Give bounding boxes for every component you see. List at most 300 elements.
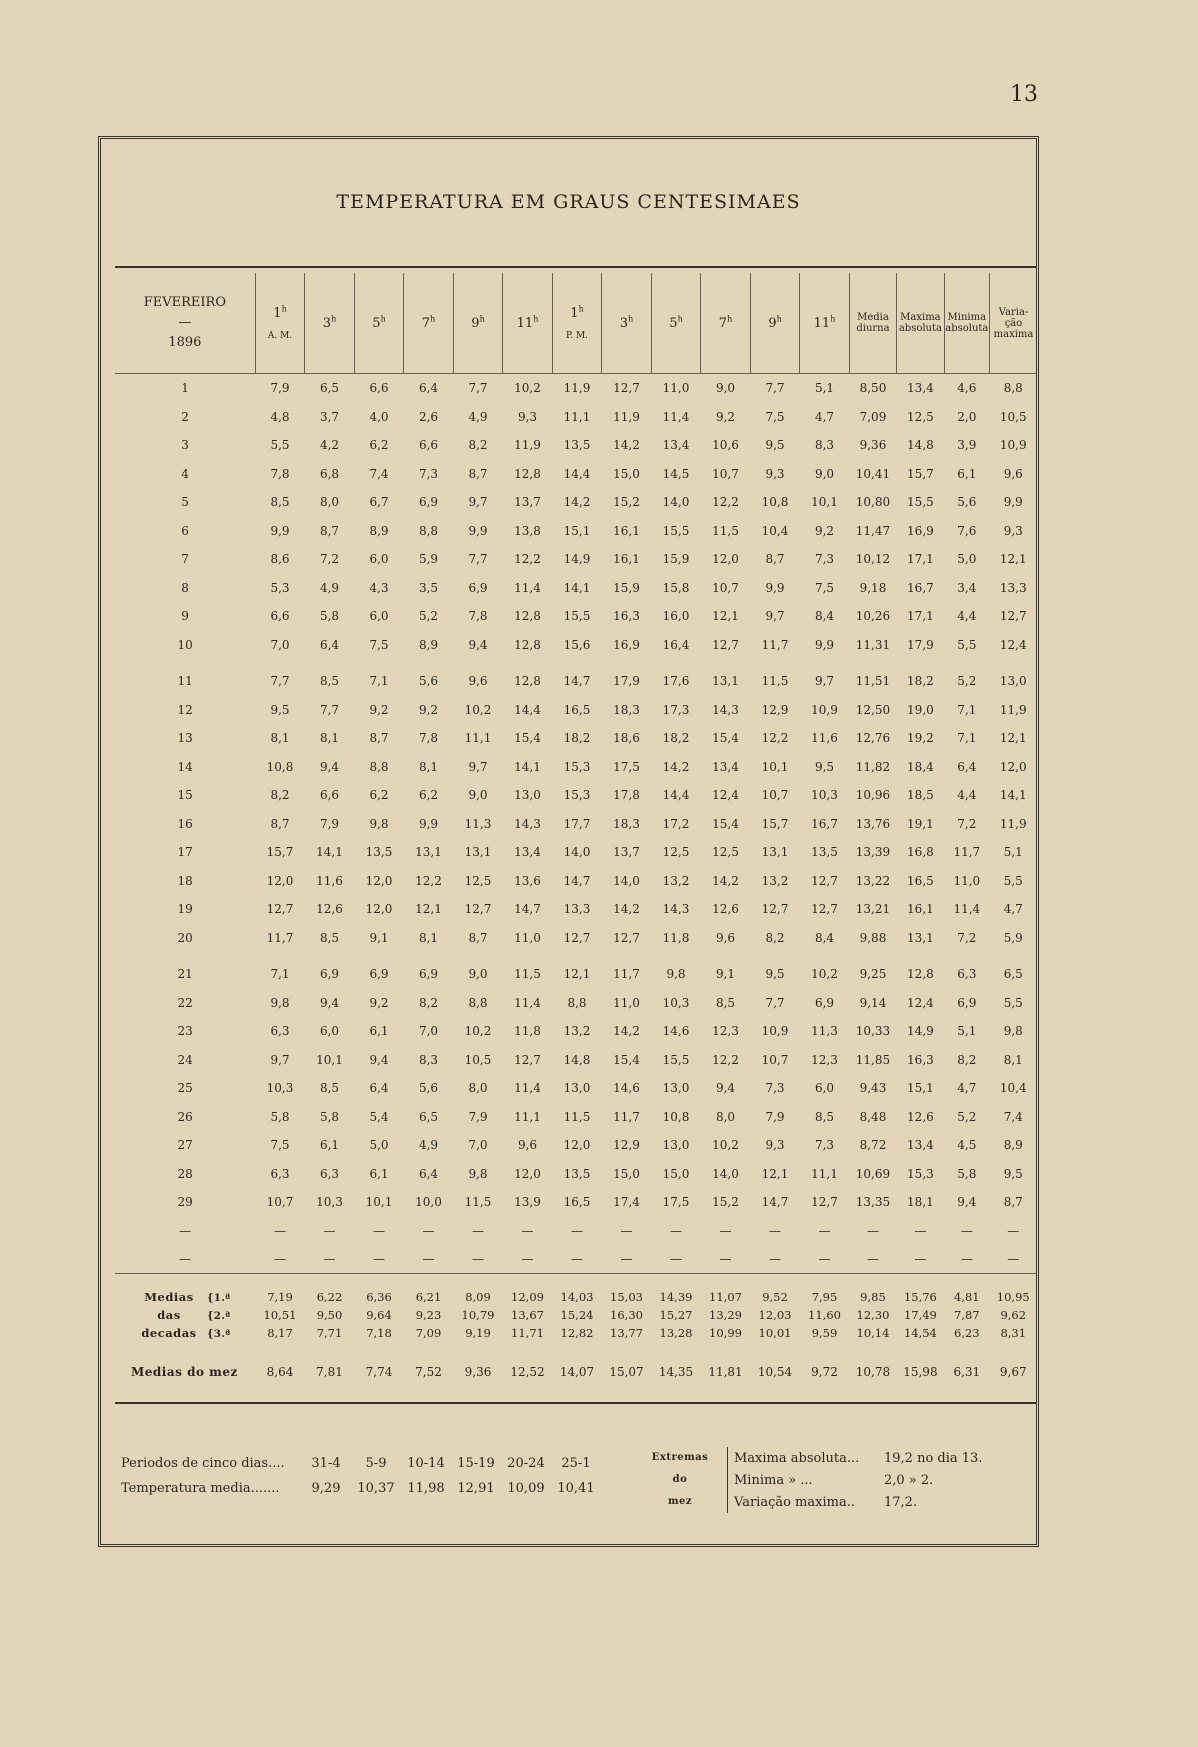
table-cell: —	[620, 1251, 633, 1266]
table-cell: 11,3	[811, 1024, 838, 1039]
table-cell: 10,1	[811, 495, 838, 510]
table-cell: 7,4	[1003, 1109, 1023, 1124]
table-cell: 12,9	[761, 702, 789, 717]
table-cell: 11,1	[563, 409, 591, 424]
temp-media-row	[121, 1476, 601, 1501]
table-cell: 7,95	[800, 1273, 850, 1306]
table-cell: 7,7	[319, 702, 340, 717]
month-name: FEVEREIRO	[143, 295, 226, 310]
table-cell: 17,2	[662, 816, 690, 831]
table-cell: 15,1	[563, 523, 591, 538]
table-cell: 12,2	[415, 873, 442, 888]
table-row	[115, 753, 1037, 782]
table-cell: 11,8	[514, 1024, 541, 1039]
table-cell: 13,8	[514, 523, 541, 538]
table-cell: 14,7	[761, 1195, 789, 1210]
table-cell: 9,8	[270, 995, 290, 1010]
table-cell: —	[914, 1251, 927, 1266]
table-cell: 6,2	[369, 788, 389, 803]
day-number: 20	[177, 930, 193, 945]
table-cell: 7,71	[316, 1325, 343, 1340]
table-cell: 15,5	[662, 1052, 690, 1067]
table-cell: 8,1	[270, 731, 290, 746]
table-cell: 9,25	[859, 967, 887, 982]
table-cell: —	[670, 1251, 682, 1266]
table-cell: 7,09	[415, 1325, 442, 1340]
table-cell: 7,3	[814, 552, 835, 567]
table-cell: 12,2	[712, 1052, 739, 1067]
table-cell: 11,5	[563, 1109, 591, 1124]
table-cell: 4,9	[468, 409, 488, 424]
table-cell: 11,7	[953, 845, 981, 860]
table-cell: 6,0	[369, 552, 389, 567]
table-cell: 9,1	[369, 930, 389, 945]
table-cell: 10,4	[999, 1081, 1027, 1096]
table-cell: 6,4	[369, 1081, 389, 1096]
table-cell: 4,0	[369, 409, 389, 424]
table-cell: 14,0	[563, 845, 591, 860]
am-label: A. M.	[267, 331, 293, 342]
table-cell: 13,1	[712, 674, 739, 689]
table-cell: 8,1	[418, 930, 439, 945]
table-cell: 14,6	[613, 1081, 640, 1096]
table-cell: 16,0	[662, 609, 690, 624]
table-cell: 7,9	[765, 1109, 785, 1124]
table-cell: 8,5	[270, 495, 290, 510]
table-cell: 6,1	[957, 466, 977, 481]
hour-header: 7$^h$	[404, 273, 454, 374]
table-cell: 9,4	[468, 637, 488, 652]
table-cell: 15,3	[563, 788, 591, 803]
table-cell: 15,5	[662, 523, 690, 538]
table-cell: 7,7	[468, 381, 488, 396]
table-cell: 12,8	[514, 609, 541, 624]
decade-label	[115, 1324, 255, 1342]
table-cell: 8,17	[267, 1325, 293, 1340]
table-cell: 11,0	[953, 873, 981, 888]
table-cell: 13,35	[855, 1195, 891, 1210]
table-cell: 4,81	[944, 1273, 989, 1306]
table-cell: 15,98	[897, 1342, 944, 1403]
day-number: 22	[177, 995, 193, 1010]
table-cell: 13,0	[999, 674, 1027, 689]
month-mean-label: Medias do mez	[115, 1342, 255, 1403]
table-cell: 18,3	[613, 816, 640, 831]
table-cell: 8,7	[468, 930, 488, 945]
table-cell: —	[373, 1223, 385, 1238]
table-cell: —	[719, 1223, 732, 1238]
table-cell: 12,7	[761, 902, 789, 917]
table-cell: 16,3	[613, 609, 640, 624]
table-cell: 6,5	[319, 381, 340, 396]
table-cell: 10,41	[855, 466, 891, 481]
table-cell: 5,8	[957, 1166, 977, 1181]
extreme-key: Variação maxima..	[734, 1494, 855, 1510]
table-cell: —	[818, 1251, 831, 1266]
table-cell: —	[620, 1223, 633, 1238]
table-cell: 11,4	[662, 409, 690, 424]
temp-media-value: 12,91	[457, 1481, 495, 1496]
table-cell: 11,6	[316, 873, 343, 888]
table-cell: 8,1	[1003, 1052, 1023, 1067]
table-cell: 5,9	[1003, 930, 1023, 945]
decade-number: {2.ª	[207, 1310, 231, 1322]
table-cell: 17,6	[662, 674, 690, 689]
table-cell: 11,85	[855, 1052, 891, 1067]
table-cell: 13,0	[662, 1081, 690, 1096]
table-cell: 8,5	[319, 1081, 340, 1096]
table-cell: —	[571, 1251, 583, 1266]
day-number: 8	[181, 580, 189, 595]
table-cell: 10,9	[761, 1024, 789, 1039]
table-row	[115, 696, 1037, 725]
table-cell: 16,5	[907, 873, 934, 888]
table-cell: 13,28	[659, 1325, 693, 1340]
day-number: 7	[181, 552, 189, 567]
extremes-label-line: do	[672, 1474, 688, 1485]
table-cell: 16,7	[907, 580, 934, 595]
table-cell: 13,4	[514, 845, 541, 860]
hour-header: 9$^h$	[453, 273, 503, 374]
table-cell: —	[422, 1251, 435, 1266]
period-value: 5-9	[365, 1456, 387, 1471]
table-cell: 12,09	[503, 1273, 553, 1306]
period-value: 25-1	[561, 1456, 591, 1471]
table-row	[115, 1103, 1037, 1132]
table-cell: 10,2	[464, 702, 492, 717]
table-cell: 14,0	[712, 1166, 739, 1181]
table-cell: 12,7	[563, 930, 591, 945]
table-cell: 9,7	[468, 759, 488, 774]
table-cell: 17,7	[563, 816, 591, 831]
table-cell: 9,3	[1003, 523, 1023, 538]
table-cell: 12,4	[999, 637, 1027, 652]
table-cell: 7,0	[270, 637, 290, 652]
table-cell: 8,1	[418, 759, 439, 774]
table-cell: 10,8	[662, 1109, 690, 1124]
table-cell: 9,9	[270, 523, 290, 538]
table-cell: 9,6	[517, 1138, 538, 1153]
table-cell: 10,2	[464, 1024, 492, 1039]
table-cell: 8,8	[468, 995, 488, 1010]
table-cell: 9,8	[369, 816, 389, 831]
table-cell: 6,9	[369, 967, 389, 982]
table-cell: 15,76	[897, 1273, 944, 1306]
table-cell: 12,1	[761, 1166, 789, 1181]
table-cell: 10,8	[266, 759, 294, 774]
table-cell: 8,50	[859, 381, 887, 396]
table-cell: —	[866, 1251, 879, 1266]
table-cell: 19,0	[907, 702, 934, 717]
table-cell: 14,2	[662, 759, 690, 774]
table-cell: 7,87	[954, 1307, 980, 1322]
table-cell: 9,2	[418, 702, 439, 717]
table-cell: 11,4	[514, 995, 541, 1010]
table-cell: 10,54	[750, 1342, 800, 1403]
table-cell: 14,3	[712, 702, 739, 717]
table-cell: 12,4	[712, 788, 739, 803]
table-cell: 10,1	[365, 1195, 393, 1210]
table-cell: 7,5	[270, 1138, 290, 1153]
table-row	[115, 1131, 1037, 1160]
table-cell: 15,3	[563, 759, 591, 774]
table-cell: 7,7	[468, 552, 488, 567]
table-row	[115, 488, 1037, 517]
table-cell: —	[323, 1223, 336, 1238]
extremes-label-line: Extremas	[651, 1452, 709, 1463]
table-cell: 4,7	[1003, 902, 1023, 917]
table-cell: 8,7	[369, 731, 389, 746]
empty-day-row	[115, 1217, 1037, 1245]
table-cell: 9,36	[453, 1342, 503, 1403]
table-cell: 14,3	[662, 902, 690, 917]
table-cell: 6,4	[418, 1166, 439, 1181]
table-cell: 8,7	[319, 523, 340, 538]
table-cell: 4,7	[814, 409, 835, 424]
table-cell: 16,1	[613, 523, 640, 538]
table-cell: 13,5	[811, 845, 838, 860]
table-cell: 13,7	[613, 845, 640, 860]
table-cell: 12,52	[503, 1342, 553, 1403]
table-cell: 6,4	[319, 637, 340, 652]
table-cell: 4,2	[319, 438, 340, 453]
table-cell: 9,85	[849, 1273, 896, 1306]
table-cell: 13,6	[514, 873, 541, 888]
table-cell: 14,9	[907, 1024, 934, 1039]
table-cell: —	[960, 1223, 973, 1238]
table-cell: 4,3	[369, 580, 389, 595]
temp-media-value: 10,37	[357, 1481, 395, 1496]
table-cell: 9,0	[468, 967, 488, 982]
table-cell: —	[769, 1223, 781, 1238]
table-cell: 10,80	[855, 495, 891, 510]
table-cell: 15,0	[662, 1166, 690, 1181]
table-row	[115, 517, 1037, 546]
table-cell: 13,76	[855, 816, 891, 831]
table-cell: 6,9	[418, 495, 439, 510]
table-cell: 8,9	[418, 637, 439, 652]
day-number: 5	[181, 495, 189, 510]
table-cell: 12,5	[907, 409, 934, 424]
hour-header: 7$^h$	[701, 273, 751, 374]
day-number: 24	[177, 1052, 193, 1067]
table-cell: 6,7	[369, 495, 389, 510]
table-cell: 9,5	[765, 438, 785, 453]
table-cell: 11,5	[761, 674, 789, 689]
day-number: 11	[177, 674, 193, 689]
table-cell: 10,2	[514, 381, 541, 396]
table-cell: 9,2	[369, 995, 389, 1010]
table-cell: 6,3	[319, 1166, 340, 1181]
table-cell: 15,24	[560, 1307, 594, 1322]
table-cell: 3,9	[957, 438, 977, 453]
table-cell: 7,5	[814, 580, 835, 595]
table-cell: 8,5	[814, 1109, 835, 1124]
table-cell: 8,31	[1000, 1325, 1027, 1340]
day-dash: —	[179, 1223, 192, 1238]
media-diurna-header: Media diurna	[849, 273, 896, 374]
table-cell: 16,9	[613, 637, 640, 652]
table-row	[115, 1160, 1037, 1189]
table-cell: 12,7	[712, 637, 739, 652]
table-cell: 15,4	[712, 731, 739, 746]
table-cell: 17,1	[907, 552, 934, 567]
table-cell: 3,4	[957, 580, 977, 595]
table-cell: 17,1	[907, 609, 934, 624]
table-cell: 7,3	[814, 1138, 835, 1153]
day-number: 13	[177, 731, 193, 746]
table-cell: 9,2	[814, 523, 835, 538]
table-cell: 12,0	[712, 552, 739, 567]
table-cell: 6,0	[814, 1081, 835, 1096]
table-cell: 6,8	[319, 466, 340, 481]
table-cell: 8,8	[418, 523, 439, 538]
table-cell: 15,0	[613, 1166, 640, 1181]
table-cell: 17,9	[613, 674, 640, 689]
table-cell: 10,2	[712, 1138, 739, 1153]
page-number: 13	[1010, 82, 1038, 107]
table-cell: 12,0	[999, 759, 1027, 774]
table-cell: 14,6	[662, 1024, 690, 1039]
table-cell: 7,2	[319, 552, 340, 567]
table-cell: 12,6	[712, 902, 739, 917]
temp-media-value: 9,29	[311, 1481, 341, 1496]
table-cell: 13,2	[761, 873, 789, 888]
table-cell: 16,8	[907, 845, 934, 860]
table-cell: 6,23	[954, 1325, 980, 1340]
table-cell: 7,8	[468, 609, 488, 624]
day-number: 23	[177, 1024, 193, 1039]
table-cell: 9,62	[1000, 1307, 1027, 1322]
table-cell: —	[373, 1251, 385, 1266]
table-cell: 17,4	[613, 1195, 640, 1210]
month-dash: —	[178, 315, 192, 330]
table-cell: 12,7	[811, 1195, 838, 1210]
table-cell: 7,9	[319, 816, 340, 831]
table-cell: 9,72	[800, 1342, 850, 1403]
table-cell: 13,21	[855, 902, 891, 917]
table-cell: 16,9	[907, 523, 934, 538]
table-cell: 6,9	[468, 580, 488, 595]
day-number: 6	[181, 523, 189, 538]
table-cell: 7,19	[255, 1273, 305, 1306]
table-cell: 13,77	[610, 1325, 643, 1340]
table-cell: 7,8	[418, 731, 439, 746]
day-number: 28	[177, 1166, 193, 1181]
table-cell: 11,5	[464, 1195, 492, 1210]
table-cell: 15,7	[266, 845, 294, 860]
table-cell: 12,1	[415, 902, 442, 917]
table-cell: 11,7	[613, 967, 640, 982]
table-cell: 4,4	[957, 788, 977, 803]
table-cell: 17,5	[613, 759, 640, 774]
table-cell: 9,52	[750, 1273, 800, 1306]
day-number: 9	[181, 609, 189, 624]
extremes-label	[645, 1447, 715, 1513]
table-cell: 7,1	[957, 702, 977, 717]
table-cell: 8,0	[715, 1109, 736, 1124]
table-cell: 13,5	[563, 1166, 591, 1181]
table-cell: 14,35	[651, 1342, 701, 1403]
table-cell: 9,14	[859, 995, 887, 1010]
table-cell: 6,5	[1003, 967, 1023, 982]
month-header	[115, 273, 255, 374]
day-number: 4	[181, 466, 189, 481]
table-cell: 16,1	[907, 902, 934, 917]
day-number: 12	[177, 702, 193, 717]
table-cell: 12,76	[855, 731, 891, 746]
table-cell: 11,1	[514, 1109, 541, 1124]
table-cell: 10,51	[263, 1307, 297, 1322]
table-cell: —	[1007, 1251, 1020, 1266]
table-cell: 5,1	[814, 381, 835, 396]
table-cell: 13,5	[563, 438, 591, 453]
table-cell: 6,5	[418, 1109, 439, 1124]
table-cell: 12,7	[811, 873, 838, 888]
table-cell: 12,0	[563, 1138, 591, 1153]
extreme-value: 17,2.	[884, 1494, 918, 1510]
table-cell: 11,9	[613, 409, 640, 424]
table-cell: 13,7	[514, 495, 541, 510]
period-value: 31-4	[311, 1456, 341, 1471]
table-cell: 16,4	[662, 637, 690, 652]
table-cell: 14,07	[552, 1342, 602, 1403]
table-cell: 9,88	[859, 930, 887, 945]
table-cell: 14,8	[563, 1052, 591, 1067]
table-cell: 16,5	[563, 702, 591, 717]
table-cell: —	[323, 1251, 336, 1266]
table-cell: 13,67	[511, 1307, 544, 1322]
table-cell: —	[472, 1251, 484, 1266]
table-cell: 12,7	[514, 1052, 541, 1067]
table-cell: 3,7	[319, 409, 340, 424]
table-cell: 12,7	[266, 902, 294, 917]
table-cell: 5,0	[957, 552, 977, 567]
table-cell: 8,8	[369, 759, 389, 774]
table-cell: —	[1007, 1223, 1020, 1238]
table-cell: 9,7	[270, 1052, 290, 1067]
table-cell: 5,6	[418, 1081, 439, 1096]
table-cell: 13,4	[712, 759, 739, 774]
table-cell: 14,7	[514, 902, 541, 917]
table-cell: 8,9	[369, 523, 389, 538]
table-cell: 7,52	[404, 1342, 454, 1403]
table-cell: 11,9	[999, 816, 1027, 831]
table-cell: —	[960, 1251, 973, 1266]
table-cell: —	[818, 1223, 831, 1238]
table-cell: 7,5	[369, 637, 389, 652]
table-cell: 13,3	[563, 902, 591, 917]
table-cell: 12,9	[613, 1138, 640, 1153]
decade-mean-row	[115, 1324, 1037, 1342]
table-cell: 12,1	[999, 552, 1027, 567]
table-cell: 10,5	[464, 1052, 492, 1067]
table-cell: 15,7	[907, 466, 934, 481]
table-cell: 15,5	[907, 495, 934, 510]
table-title: TEMPERATURA EM GRAUS CENTESIMAES	[336, 191, 801, 213]
table-cell: 17,3	[662, 702, 690, 717]
table-row	[115, 460, 1037, 489]
temp-media-value: 11,98	[407, 1481, 445, 1496]
day-number: 2	[181, 409, 189, 424]
table-cell: 9,0	[468, 788, 488, 803]
table-cell: 10,7	[712, 580, 739, 595]
table-cell: 7,6	[957, 523, 977, 538]
table-cell: 13,39	[855, 845, 891, 860]
table-row	[115, 403, 1037, 432]
table-cell: 10,6	[712, 438, 739, 453]
table-cell: 14,03	[552, 1273, 602, 1306]
